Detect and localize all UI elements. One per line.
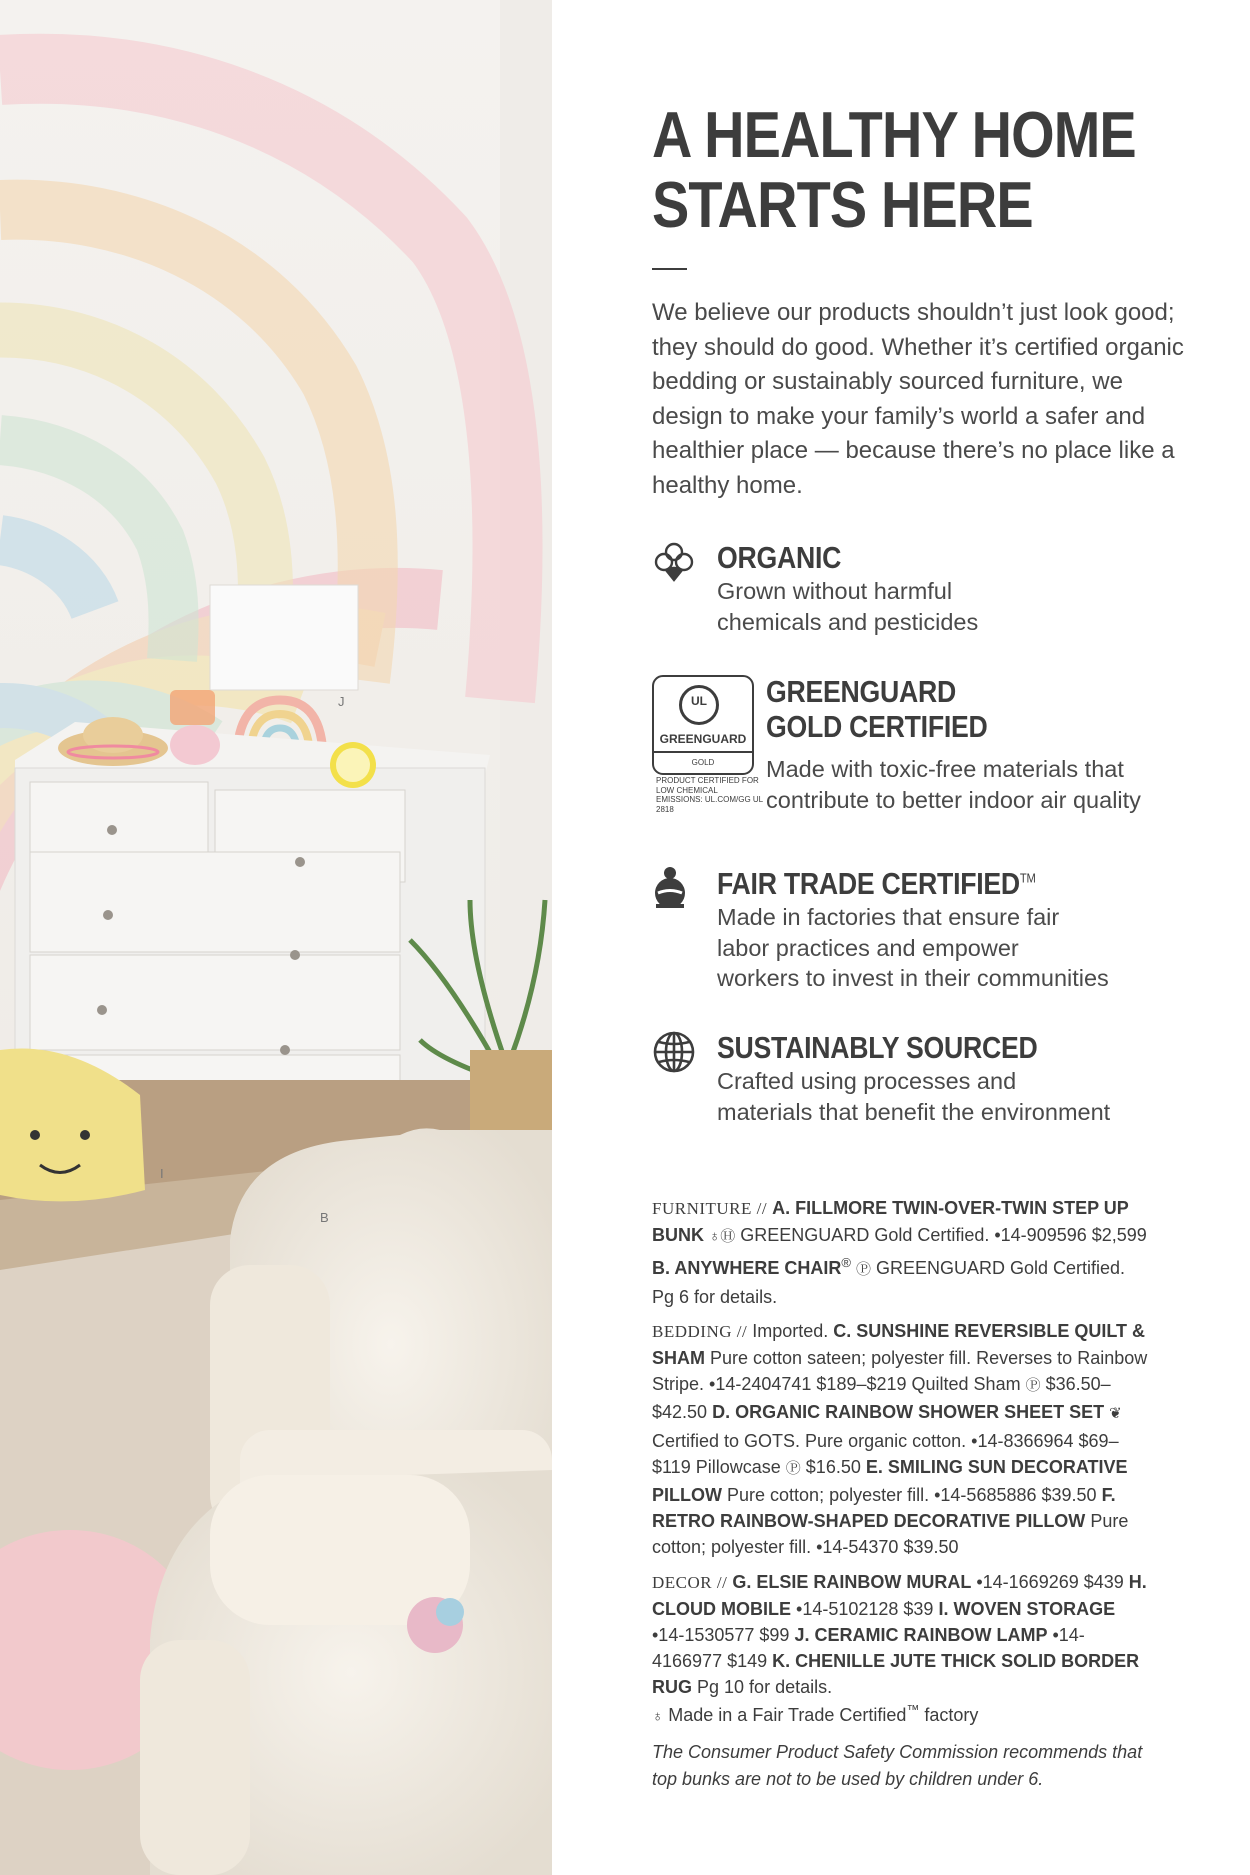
fair-trade-small-icon: ♁ — [652, 1708, 664, 1725]
product-d-text: Certified to GOTS. Pure organic cotton. •14-8366964 $69–$119 Pillowcase — [652, 1430, 1119, 1477]
greenguard-title-line-2: GOLD CERTIFIED — [766, 709, 988, 744]
product-g-name: G. ELSIE RAINBOW MURAL — [732, 1571, 972, 1592]
fair-trade-desc — [717, 902, 1197, 994]
product-c-price: $36.50–$42.50 — [652, 1374, 1111, 1423]
greenguard-desc-line-1: Made with toxic-free materials that — [766, 756, 1124, 782]
product-d-price: $16.50 — [805, 1456, 861, 1477]
badge-gold-label: GOLD — [654, 751, 752, 775]
greenguard-title-line-1: GREENGUARD — [766, 674, 956, 709]
organic-desc — [717, 576, 978, 637]
product-j-text: •14-4166977 $149 — [652, 1625, 1085, 1672]
safety-disclaimer: The Consumer Product Safety Commission recommends that top bunks are not to be used by children under 6. — [652, 1742, 1143, 1789]
bedding-imported: Imported. — [752, 1320, 829, 1341]
bedding-section — [652, 1318, 1152, 1561]
fair-trade-title-text: FAIR TRADE CERTIFIED — [717, 866, 1020, 901]
product-c-mark: Ⓟ — [1025, 1377, 1041, 1395]
fair-trade-icon — [652, 866, 688, 915]
greenguard-desc — [766, 754, 1226, 815]
product-f-text: Pure cotton; polyester fill. •14-54370 $39.50 — [652, 1511, 1129, 1558]
organic-desc-line-1: Grown without harmful — [717, 578, 953, 604]
product-e-text: Pure cotton; polyester fill. •14-5685886 $39.50 — [727, 1485, 1097, 1506]
sustainably-sourced-title: SUSTAINABLY SOURCED — [717, 1030, 1038, 1065]
product-b-name: B. ANYWHERE CHAIR — [652, 1258, 842, 1279]
photo-label-b: B — [320, 1210, 329, 1225]
product-a-text: GREENGUARD Gold Certified. •14-909596 $2,599 — [740, 1225, 1147, 1246]
title-line-1: A HEALTHY HOME — [652, 98, 1136, 171]
fair-trade-title — [717, 866, 1036, 902]
feature-sustainably-sourced — [652, 1030, 1232, 1130]
product-k-text: Pg 10 for details. — [697, 1677, 833, 1698]
product-a-name: A. FILLMORE TWIN-OVER-TWIN STEP UP BUNK — [652, 1198, 1129, 1246]
feature-greenguard — [652, 674, 1232, 824]
nursery-photo — [0, 0, 552, 1875]
fair-trade-desc-line-1: Made in factories that ensure fair — [717, 904, 1060, 930]
sustainably-sourced-desc-line-2: materials that benefit the environment — [717, 1098, 1111, 1125]
badge-greenguard-label: GREENGUARD — [659, 732, 747, 746]
product-h-name: H. CLOUD MOBILE — [652, 1571, 1147, 1619]
product-d-mark-2: Ⓟ — [785, 1459, 801, 1477]
product-a-marks: ♁Ⓗ — [709, 1228, 736, 1246]
trademark-mark: TM — [1019, 870, 1036, 886]
sustainably-sourced-desc-line-1: Crafted using processes and — [717, 1068, 1017, 1094]
greenguard-desc-line-2: contribute to better indoor air quality — [766, 786, 1141, 813]
ul-mark: UL — [679, 685, 719, 725]
decor-section — [652, 1569, 1152, 1701]
product-k-name: K. CHENILLE JUTE THICK SOLID BORDER RUG — [652, 1651, 1140, 1698]
photo-label-j: J — [338, 694, 345, 709]
product-details — [652, 1195, 1152, 1709]
title-divider — [652, 268, 687, 270]
title-line-2: STARTS HERE — [652, 168, 1033, 241]
cotton-boll-icon — [652, 540, 696, 589]
product-b-marks: Ⓟ — [855, 1261, 871, 1279]
photo-label-i: I — [160, 1166, 164, 1181]
fair-trade-desc-line-3: workers to invest in their communities — [717, 965, 1109, 991]
footnote-text-2: factory — [924, 1705, 979, 1725]
product-i-name: I. WOVEN STORAGE — [938, 1598, 1116, 1619]
product-i-text: •14-1530577 $99 — [652, 1625, 790, 1646]
sustainably-sourced-desc — [717, 1066, 1197, 1127]
feature-organic — [652, 540, 1232, 640]
fair-trade-footnote — [652, 1702, 1172, 1726]
fair-trade-desc-line-2: labor practices and empower — [717, 934, 1019, 961]
decor-category: DECOR // — [652, 1572, 728, 1592]
feature-fair-trade — [652, 866, 1232, 996]
furniture-section — [652, 1195, 1152, 1310]
footnote-trademark: ™ — [906, 1702, 920, 1717]
product-b-text: GREENGUARD Gold Certified. Pg 6 for details. — [652, 1258, 1126, 1307]
product-e-name: E. SMILING SUN DECORATIVE PILLOW — [652, 1456, 1128, 1506]
page-title — [652, 100, 1134, 240]
product-g-text: •14-1669269 $439 — [976, 1571, 1124, 1592]
organic-desc-line-2: chemicals and pesticides — [717, 608, 979, 635]
footnote-text: Made in a Fair Trade Certified — [668, 1705, 907, 1725]
badge-small-print: PRODUCT CERTIFIED FOR LOW CHEMICAL EMISSIONS: UL.COM/GG UL 2818 — [656, 776, 763, 814]
product-c-text: Pure cotton sateen; polyester fill. Reverses to Rainbow Stripe. •14-2404741 $189–$219 Quilted Sham — [652, 1348, 1148, 1395]
product-j-name: J. CERAMIC RAINBOW LAMP — [794, 1625, 1048, 1646]
product-b-registered-mark: ® — [841, 1255, 851, 1271]
bedding-category: BEDDING // — [652, 1321, 748, 1341]
product-d-mark: ❦ — [1109, 1405, 1122, 1423]
organic-title: ORGANIC — [717, 540, 842, 575]
product-d-name: D. ORGANIC RAINBOW SHOWER SHEET SET — [712, 1402, 1105, 1423]
product-f-name: F. RETRO RAINBOW-SHAPED DECORATIVE PILLOW — [652, 1485, 1116, 1532]
furniture-category: FURNITURE // — [652, 1199, 768, 1218]
intro-paragraph: We believe our products shouldn’t just look good; they should do good. Whether it’s certified organic bedding or sustainably sourced furniture, we design to make your family’s world a safer and healthier place — because there’s no place like a healthy home. — [652, 299, 1184, 499]
globe-icon — [652, 1030, 696, 1079]
product-h-text: •14-5102128 $39 — [796, 1598, 934, 1619]
product-c-name: C. SUNSHINE REVERSIBLE QUILT & SHAM — [652, 1320, 1145, 1369]
